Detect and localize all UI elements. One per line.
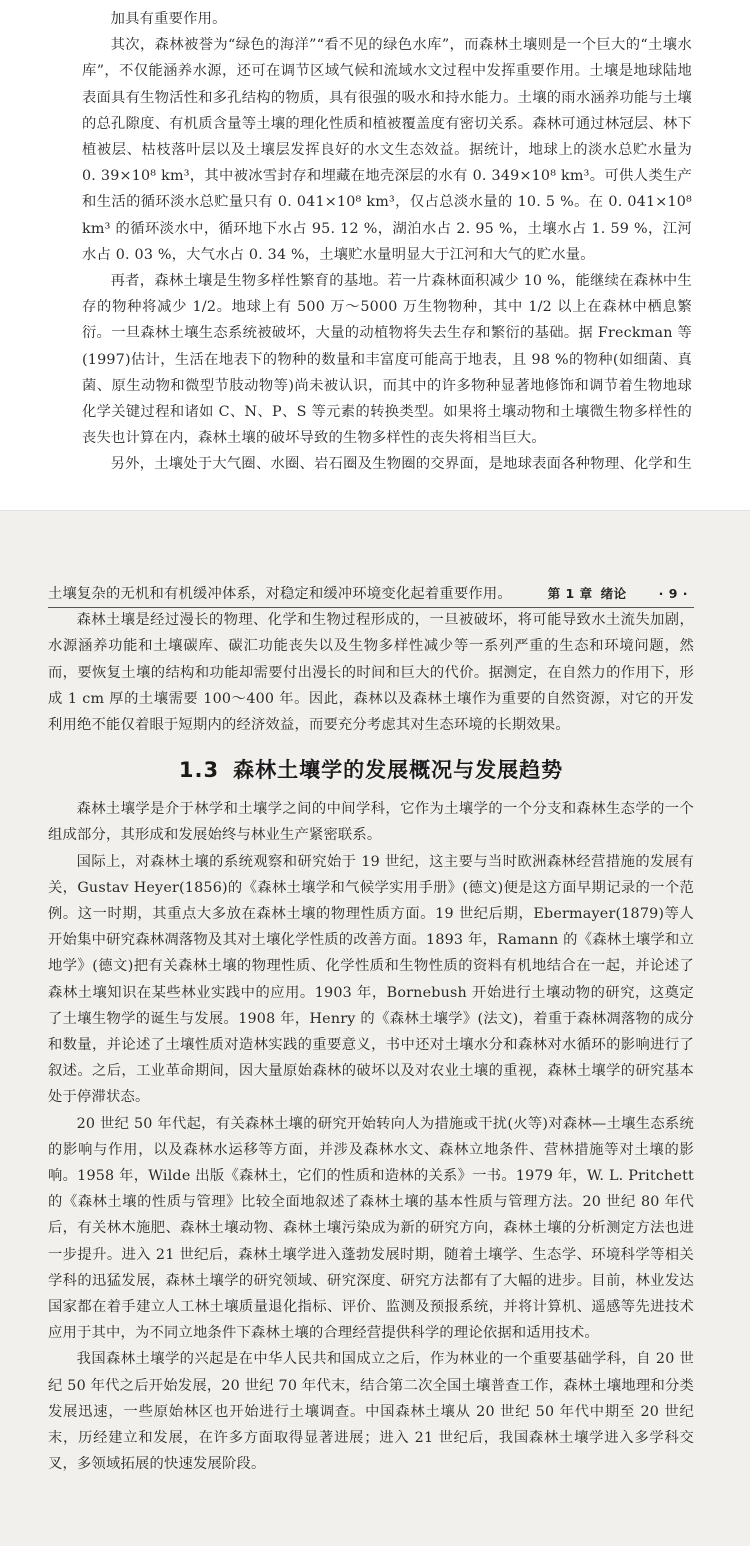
- top-page: [0, 0, 750, 482]
- running-head: [540, 584, 688, 602]
- chapter-number: 第 1 章: [547, 586, 593, 601]
- paragraph: 我国森林土壤学的兴起是在中华人民共和国成立之后，作为林业的一个重要基础学科，自 20 世纪 50 年代之后开始发展，20 世纪 70 年代末，结合第二次全国土壤普查工作，森林土壤地理和分类发展迅速，一些原始林区也开始进行土壤调查。中国森林土壤从 20 世纪 50 年代中期至 20 世纪末，历经建立和发展，在许多方面取得显著进展；进入 21 世纪后，我国森林土壤学进入多学科交叉，多领域拓展的快速发展阶段。: [48, 1351, 694, 1473]
- section-number: 1.3: [178, 758, 220, 783]
- page-gap: [0, 482, 750, 510]
- header-rule: [48, 607, 694, 608]
- paragraph: 再者，森林土壤是生物多样性繁育的基地。若一片森林面积减少 10 %，能继续在森林中生存的物种将减少 1/2。地球上有 500 万～5000 万生物物种，其中 1/2 以上在森林中栖息繁衍。一旦森林土壤生态系统被破坏，大量的动植物将失去生存和繁衍的基础。据 Freckman 等(1997)估计，生活在地表下的物种的数量和丰富度可能高于地表，且 98 %的物种(如细菌、真菌、原生动物和微型节肢动物等)尚未被认识，而其中的许多物种显著地修饰和调节着生物地球化学关键过程和诸如 C、N、P、S 等元素的转换类型。如果将土壤动物和土壤微生物多样性的丧失也计算在内，森林土壤的破坏导致的生物多样性的丧失将相当巨大。: [82, 273, 692, 447]
- paragraph: 土壤复杂的无机和有机缓冲体系，对稳定和缓冲环境变化起着重要作用。: [48, 586, 512, 602]
- bottom-page: [0, 510, 750, 1546]
- paragraph: 加具有重要作用。: [110, 11, 227, 27]
- paragraph: 森林土壤是经过漫长的物理、化学和生物过程形成的，一旦被破坏，将可能导致水土流失加剧，水源涵养功能和土壤碳库、碳汇功能丧失以及生物多样性减少等一系列严重的生态和环境问题，然而，要恢复土壤的结构和功能却需要付出漫长的时间和巨大的代价。据测定，在自然力的作用下，形成 1 cm 厚的土壤需要 100～400 年。因此，森林以及森林土壤作为重要的自然资源，对它的开发利用绝不能仅着眼于短期内的经济效益，而要充分考虑其对生态环境的长期效果。: [48, 612, 694, 734]
- paragraph: 森林土壤学是介于林学和土壤学之间的中间学科，它作为土壤学的一个分支和森林生态学的一个组成部分，其形成和发展始终与林业生产紧密联系。: [48, 801, 694, 844]
- section-title: 森林土壤学的发展概况与发展趋势: [233, 758, 564, 783]
- page-number: · 9 ·: [658, 586, 688, 601]
- chapter-title: 绪论: [600, 586, 627, 601]
- paragraph: 20 世纪 50 年代起，有关森林土壤的研究开始转向人为措施或干扰(火等)对森林—土壤生态系统的影响与作用，以及森林水运移等方面，并涉及森林水文、森林立地条件、营林措施等对土壤的影响。1958 年，Wilde 出版《森林土，它们的性质和造林的关系》一书。1979 年，W. L. Pritchett 的《森林土壤的性质与管理》比较全面地叙述了森林土壤的基本性质与管理方法。20 世纪 80 年代后，有关林木施肥、森林土壤动物、森林土壤污染成为新的研究方向，森林土壤的分析测定方法也进一步提升。进入 21 世纪后，森林土壤学进入蓬勃发展时期，随着土壤学、生态学、环境科学等相关学科的迅猛发展，森林土壤学的研究领域、研究深度、研究方法都有了大幅的进步。目前，林业发达国家都在着手建立人工林土壤质量退化指标、评价、监测及预报系统，并将计算机、遥感等先进技术应用于其中，为不同立地条件下森林土壤的合理经营提供科学的理论依据和适用技术。: [48, 1115, 694, 1342]
- paragraph: 国际上，对森林土壤的系统观察和研究始于 19 世纪，这主要与当时欧洲森林经营措施的发展有关，Gustav Heyer(1856)的《森林土壤学和气候学实用手册》(德文)便是这方面早期记录的一个范例。这一时期，其重点大多放在森林土壤的物理性质方面。19 世纪后期，Ebermayer(1879)等人开始集中研究森林凋落物及其对土壤化学性质的改善方面。1893 年，Ramann 的《森林土壤学和立地学》(德文)把有关森林土壤的物理性质、化学性质和生物性质的资料有机地结合在一起，并论述了森林土壤知识在某些林业实践中的应用。1903 年，Bornebush 开始进行土壤动物的研究，这奠定了土壤生物学的诞生与发展。1908 年，Henry 的《森林土壤学》(法文)，着重于森林凋落物的成分和数量，并论述了土壤性质对造林实践的重要意义，书中还对土壤水分和森林对水循环的影响进行了叙述。之后，工业革命期间，因大量原始森林的破坏以及对农业土壤的重视，森林土壤学的研究基本处于停滞状态。: [48, 853, 694, 1106]
- paragraph: 其次，森林被誉为“绿色的海洋”“看不见的绿色水库”，而森林土壤则是一个巨大的“土壤水库”，不仅能涵养水源，还可在调节区域气候和流域水文过程中发挥重要作用。土壤是地球陆地表面具有生物活性和多孔结构的物质，具有很强的吸水和持水能力。土壤的雨水涵养功能与土壤的总孔隙度、有机质含量等土壤的理化性质和植被覆盖度有密切关系。森林可通过林冠层、林下植被层、枯枝落叶层以及土壤层发挥良好的水文生态效益。据统计，地球上的淡水总贮水量为 0. 39×10⁸ km³，其中被冰雪封存和埋藏在地壳深层的水有 0. 349×10⁸ km³。可供人类生产和生活的循环淡水总贮量只有 0. 041×10⁸ km³，仅占总淡水量的 10. 5 %。在 0. 041×10⁸ km³ 的循环淡水中，循环地下水占 95. 12 %，湖泊水占 2. 95 %，土壤水占 1. 59 %，江河水占 0. 03 %，大气水占 0. 34 %，土壤贮水量明显大于江河和大气的贮水量。: [82, 37, 692, 263]
- section-heading: [48, 754, 694, 784]
- paragraph: 另外，土壤处于大气圈、水圈、岩石圈及生物圈的交界面，是地球表面各种物理、化学和生: [110, 456, 692, 473]
